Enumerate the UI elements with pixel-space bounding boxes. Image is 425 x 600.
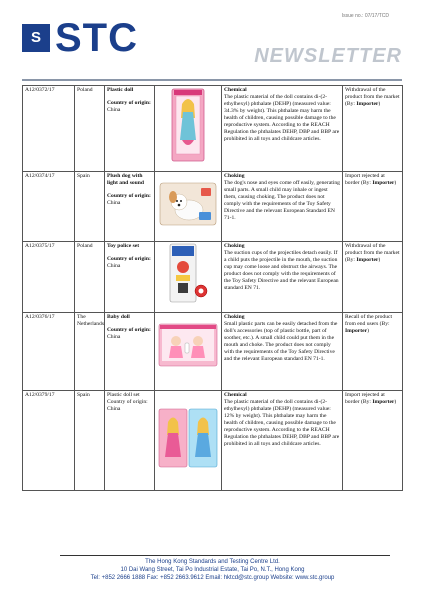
alert-reference: A12/0376/17	[23, 313, 75, 391]
measure-text: Import rejected at border (By:	[345, 392, 385, 405]
product-image	[157, 314, 219, 376]
risk-type: Choking	[224, 243, 245, 249]
alert-country: Poland	[75, 86, 105, 172]
measure-by: Importer	[356, 101, 379, 107]
measure-text: Recall of the product from end users (By:	[345, 314, 393, 327]
stc-logo-mark: S	[22, 24, 50, 52]
alert-reference: A12/0372/17	[23, 86, 75, 172]
product-image	[157, 87, 219, 163]
measures-cell	[343, 313, 403, 391]
product-image-cell	[155, 86, 222, 172]
newsletter-title: NEWSLETTER	[254, 45, 402, 67]
product-name: Toy police set	[107, 243, 140, 249]
measure-end: )	[367, 328, 369, 334]
risk-type: Choking	[224, 314, 245, 320]
product-cell	[105, 172, 155, 242]
measure-text: Withdrawal of the product from the market (By:	[345, 243, 400, 263]
measure-end: )	[394, 180, 397, 186]
measure-by: Importer	[345, 328, 368, 334]
product-cell	[105, 86, 155, 172]
product-image	[157, 243, 219, 305]
product-image	[157, 392, 219, 484]
risk-description: The plastic material of the doll contains di-(2-ethylhexyl) phthalate (DEHP) (measured value: 12% by weight). This phthalate may harm the health of children, causing possible damage to the reproductive system. According to the REACH Regulation the phthalates DEHP, DBP and BBP are prohibited in all toys and childcare articles.	[224, 399, 340, 447]
product-image-cell	[155, 242, 222, 313]
table-row	[23, 242, 403, 313]
alert-country: Spain	[75, 391, 105, 491]
measures-cell	[343, 242, 403, 313]
description-cell	[222, 391, 343, 491]
description-cell	[222, 86, 343, 172]
product-cell	[105, 242, 155, 313]
origin-label: Country of origin:	[107, 193, 151, 199]
product-name: Plush dog with light and sound	[107, 173, 145, 186]
risk-description: The plastic material of the doll contains di-(2-ethylhexyl) phthalate (DEHP) (measured value: 34.3% by weight). This phthalate may harm the health of children, causing possible damage to the reproductive system. According to the REACH Regulation the phthalates DEHP, DBP and BBP are prohibited in all toys and childcare articles.	[224, 94, 340, 142]
measure-text: Withdrawal of the product from the market (By:	[345, 87, 400, 107]
alert-country: Poland	[75, 242, 105, 313]
footer-divider	[60, 555, 390, 556]
product-cell	[105, 313, 155, 391]
header-divider	[22, 79, 402, 81]
origin-label: Country of origin:	[107, 100, 151, 106]
issue-number: Issue no.: 07/17/TCD	[341, 13, 389, 19]
origin-value: China	[107, 263, 121, 269]
risk-type: Choking	[224, 173, 245, 179]
table-row	[23, 313, 403, 391]
product-image	[157, 173, 219, 235]
measure-end: )	[378, 101, 381, 107]
stc-logo-text: STC	[55, 16, 138, 60]
risk-description: Small plastic parts can be easily detached from the doll's accessories (top of plastic bottle, part of soother, etc.). A small child could put them in the mouth and choke. The product does not comply with the requirements of the Toy Safety Directive and the relevant European standard EN 71-1.	[224, 321, 338, 362]
alert-country: The Netherlands	[75, 313, 105, 391]
risk-type: Chemical	[224, 87, 247, 93]
product-name: Baby doll	[107, 314, 130, 320]
footer	[0, 558, 425, 582]
product-image-cell	[155, 172, 222, 242]
description-cell	[222, 172, 343, 242]
product-name: Plastic doll set	[107, 392, 140, 398]
measures-cell	[343, 391, 403, 491]
origin-value: China	[107, 406, 121, 412]
origin-label: Country of origin:	[107, 256, 151, 262]
product-cell	[105, 391, 155, 491]
footer-company: The Hong Kong Standards and Testing Centre Ltd.	[145, 559, 280, 565]
origin-label: Country of origin:	[107, 327, 151, 333]
measure-text: Import rejected at border (By:	[345, 173, 385, 186]
description-cell	[222, 313, 343, 391]
product-name: Plastic doll	[107, 87, 134, 93]
alert-reference: A12/0375/17	[23, 242, 75, 313]
product-image-cell	[155, 313, 222, 391]
measures-cell	[343, 172, 403, 242]
alert-reference: A12/0374/17	[23, 172, 75, 242]
measures-cell	[343, 86, 403, 172]
measure-end: )	[378, 257, 381, 263]
measure-by: Importer	[356, 257, 379, 263]
table-row	[23, 391, 403, 491]
description-cell	[222, 242, 343, 313]
product-alerts-table	[22, 85, 403, 491]
measure-end: )	[394, 399, 397, 405]
table-row	[23, 86, 403, 172]
table-row	[23, 172, 403, 242]
footer-contacts: Tel: +852 2666 1888 Fax: +852 2663.9612 Email: hktcd@stc.group Website: www.stc.group	[90, 575, 335, 581]
alert-reference: A12/0379/17	[23, 391, 75, 491]
measure-by: Importer	[372, 399, 395, 405]
product-image-cell	[155, 391, 222, 491]
measure-by: Importer	[372, 180, 395, 186]
alert-country: Spain	[75, 172, 105, 242]
origin-value: China	[107, 334, 121, 340]
risk-description: The dog's nose and eyes come off easily, generating small parts. A small child may inhale or ingest them, causing choking. The product does not comply with the requirements of the Toy Safety Directive and the relevant European Standard EN 71-1.	[224, 180, 340, 221]
origin-label: Country of origin:	[107, 399, 148, 405]
risk-description: The suction cups of the projectiles detach easily. If a child puts the projectile in the mouth, the suction cup may come loose and obstruct the airways. The product does not comply with the requirements of the Toy Safety Directive and the relevant European standard EN 71.	[224, 250, 339, 291]
origin-value: China	[107, 200, 121, 206]
origin-value: China	[107, 107, 121, 113]
risk-type: Chemical	[224, 392, 247, 398]
footer-address: 10 Dai Wang Street, Tai Po Industrial Estate, Tai Po, N.T., Hong Kong	[120, 567, 305, 573]
